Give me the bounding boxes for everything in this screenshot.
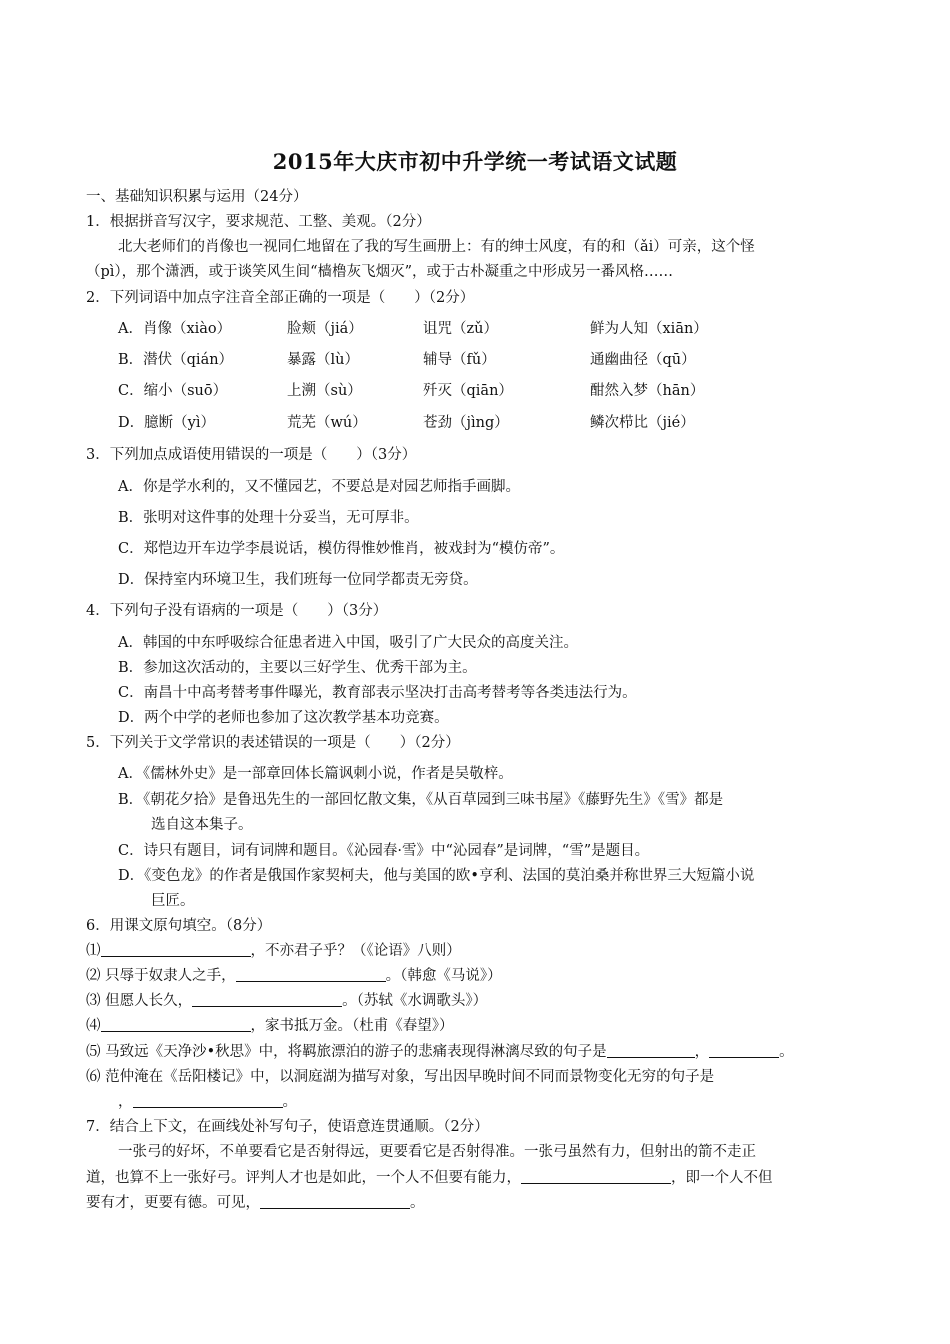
q6-item-4-number: ⑷ [86, 1018, 101, 1034]
fill-blank[interactable] [607, 1043, 695, 1058]
q7-line2-text: 道，也算不上一张好弓。评判人才也是如此，一个人不但要有能力， [86, 1170, 521, 1186]
q2-option-c-4: 酣然入梦（hān） [590, 383, 705, 399]
q3-option-c: C．郑恺边开车边学李晨说话，模仿得惟妙惟肖，被戏封为“模仿帝”。 [118, 541, 565, 557]
q7-stem: 7．结合上下文，在画线处补写句子，使语意连贯通顺。（2分） [86, 1119, 489, 1135]
exam-title: 2015年大庆市初中升学统一考试语文试题 [272, 149, 678, 174]
q6-item-3-source: 。（苏轼《水调歌头》） [342, 993, 488, 1009]
q6-item-6-line2 [118, 1092, 297, 1112]
q2-option-a-3: 诅咒（zǔ） [423, 321, 498, 337]
q7-line3-text: 要有才，更要有德。可见， [86, 1195, 260, 1211]
fill-blank[interactable] [709, 1043, 779, 1058]
q2-option-b-3: 辅导（fǔ） [423, 352, 496, 368]
q6-item-4-text: ，家书抵万金。（杜甫《春望》） [250, 1018, 454, 1034]
q6-item-2-text: ⑵ 只辱于奴隶人之手， [86, 968, 236, 984]
q6-item-3-text: ⑶ 但愿人长久， [86, 993, 193, 1009]
q4-option-c: C．南昌十中高考替考事件曝光，教育部表示坚决打击高考替考等各类违法行为。 [118, 685, 637, 701]
q6-item-1-number: ⑴ [86, 943, 101, 959]
q3-option-a: A．你是学水利的，又不懂园艺，不要总是对园艺师指手画脚。 [118, 479, 520, 495]
q2-option-b-2: 暴露（lù） [287, 352, 359, 368]
q3-stem: 3．下列加点成语使用错误的一项是（ ）（3分） [86, 447, 417, 463]
q5-stem: 5．下列关于文学常识的表述错误的一项是（ ）（2分） [86, 735, 460, 751]
q6-item-6-end: 。 [282, 1094, 297, 1110]
q3-option-b: B．张明对这件事的处理十分妥当，无可厚非。 [118, 510, 419, 526]
fill-blank[interactable] [236, 967, 386, 982]
q5-option-d-line2: 巨匠。 [151, 893, 195, 909]
q7-line2-tail: ，即一个人不但 [671, 1170, 773, 1186]
q2-stem: 2．下列词语中加点字注音全部正确的一项是（ ）（2分） [86, 290, 475, 306]
q7-passage-line2 [86, 1168, 773, 1188]
fill-blank[interactable] [260, 1194, 410, 1209]
q2-option-d-4: 鳞次栉比（jié） [590, 415, 695, 431]
q7-line3-end: 。 [410, 1195, 425, 1211]
q1-passage-line2: （pì），那个潇洒，或于谈笑风生间“樯橹灰飞烟灭”，或于古朴凝重之中形成另一番风格…… [86, 264, 673, 280]
section-heading: 一、基础知识积累与运用（24分） [86, 189, 308, 205]
q5-option-c: C．诗只有题目，词有词牌和题目。《沁园春·雪》中“沁园春”是词牌，“雪”是题目。 [118, 843, 650, 859]
q2-option-c-3: 歼灭（qiān） [423, 383, 513, 399]
q2-option-d-3: 苍劲（jìng） [423, 415, 509, 431]
q7-passage-line3 [86, 1193, 425, 1213]
q1-passage-line1: 北大老师们的肖像也一视同仁地留在了我的写生画册上：有的绅士风度，有的和（ǎi）可亲，这个怪 [118, 239, 755, 255]
q2-option-c-2: 上溯（sù） [287, 383, 362, 399]
q2-option-c-1: C．缩小（suō） [118, 383, 228, 399]
q4-stem: 4．下列句子没有语病的一项是（ ）（3分） [86, 603, 388, 619]
q5-option-b-line1: B．《朝花夕拾》是鲁迅先生的一部回忆散文集，《从百草园到三味书屋》《藤野先生》《雪》都是 [118, 792, 724, 808]
q2-option-b-1: B．潜伏（qián） [118, 352, 234, 368]
fill-blank[interactable] [133, 1093, 283, 1108]
q6-item-6-comma: ， [118, 1094, 133, 1110]
q2-option-a-1: A．肖像（xiào） [118, 321, 232, 337]
q4-option-b: B．参加这次活动的，主要以三好学生、优秀干部为主。 [118, 660, 477, 676]
q2-option-d-1: D．臆断（yì） [118, 415, 215, 431]
q5-option-d-line1: D．《变色龙》的作者是俄国作家契柯夫，他与美国的欧•亨利、法国的莫泊桑并称世界三大短篇小说 [118, 868, 755, 884]
q6-item-5-end: 。 [779, 1044, 794, 1060]
q2-option-a-2: 脸颊（jiá） [287, 321, 363, 337]
fill-blank[interactable] [521, 1169, 671, 1184]
q6-item-3 [86, 991, 487, 1011]
q6-item-5-text: ⑸ 马致远《天净沙•秋思》中，将羁旅漂泊的游子的悲痛表现得淋漓尽致的句子是 [86, 1044, 607, 1060]
q4-option-a: A．韩国的中东呼吸综合征患者进入中国，吸引了广大民众的高度关注。 [118, 635, 578, 651]
q6-item-2-source: 。（韩愈《马说》） [385, 968, 502, 984]
q2-option-b-4: 通幽曲径（qū） [590, 352, 696, 368]
q5-option-b-line2: 选自这本集子。 [151, 817, 253, 833]
fill-blank[interactable] [101, 1017, 251, 1032]
q6-stem: 6．用课文原句填空。（8分） [86, 918, 272, 934]
q4-option-d: D．两个中学的老师也参加了这次教学基本功竞赛。 [118, 710, 449, 726]
q2-option-a-4: 鲜为人知（xiān） [590, 321, 708, 337]
q3-option-d: D．保持室内环境卫生，我们班每一位同学都责无旁贷。 [118, 572, 478, 588]
q6-item-6-line1: ⑹ 范仲淹在《岳阳楼记》中，以洞庭湖为描写对象，写出因早晚时间不同而景物变化无穷的句子是 [86, 1069, 715, 1085]
q6-item-1-text: ，不亦君子乎？（《论语》八则） [250, 943, 461, 959]
q2-option-d-2: 荒芜（wú） [287, 415, 367, 431]
q5-option-a: A．《儒林外史》是一部章回体长篇讽刺小说，作者是吴敬梓。 [118, 766, 513, 782]
q6-item-5-comma: ， [694, 1044, 710, 1060]
q7-passage-line1: 一张弓的好坏，不单要看它是否射得远，更要看它是否射得准。一张弓虽然有力，但射出的箭不走正 [118, 1144, 756, 1160]
q6-item-5 [86, 1042, 794, 1062]
fill-blank[interactable] [101, 942, 251, 957]
q6-item-2 [86, 966, 502, 986]
q6-item-4 [86, 1016, 454, 1036]
q1-stem: 1．根据拼音写汉字，要求规范、工整、美观。（2分） [86, 214, 431, 230]
q6-item-1 [86, 941, 461, 961]
fill-blank[interactable] [192, 992, 342, 1007]
